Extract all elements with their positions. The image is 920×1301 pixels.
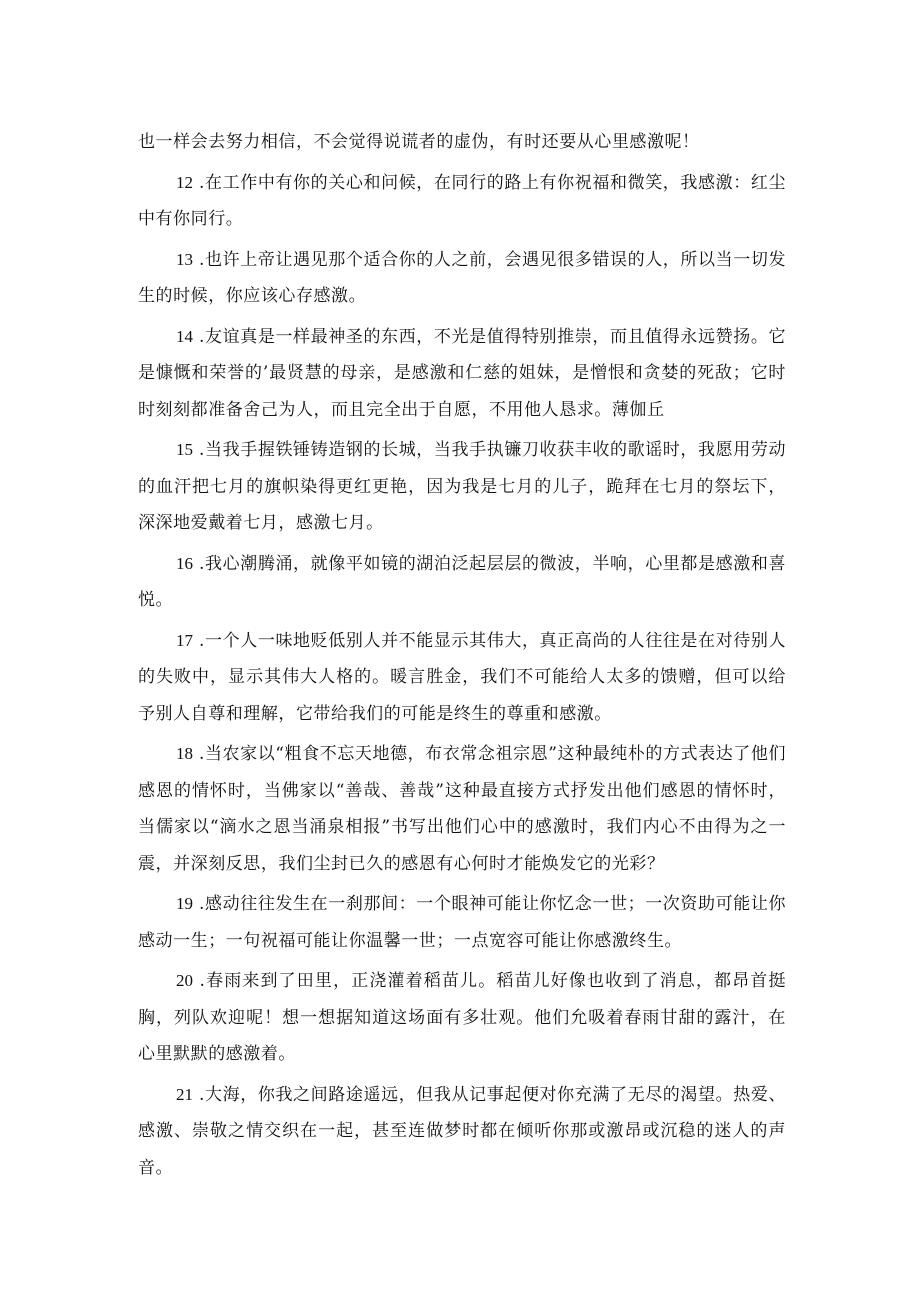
paragraph-number: 19 bbox=[176, 894, 193, 913]
paragraph-text: .也许上帝让遇见那个适合你的人之前，会遇见很多错误的人，所以当一切发生的时候，你应该心存感激。 bbox=[138, 249, 786, 306]
paragraph-13 bbox=[138, 242, 786, 315]
paragraph-number: 15 bbox=[176, 440, 193, 459]
paragraph-17 bbox=[138, 623, 786, 733]
paragraph-text: .友谊真是一样最神圣的东西，不光是值得特别推崇，而且值得永远赞扬。它是慷慨和荣誉的’最贤慧的母亲，是感激和仁慈的姐妹，是憎恨和贪婪的死敌；它时时刻刻都准备舍己为人，而且完全出于自愿，不用他人恳求。薄伽丘 bbox=[138, 326, 786, 420]
paragraph-text: .感动往往发生在一刹那间：一个眼神可能让你忆念一世；一次资助可能让你感动一生；一句祝福可能让你温馨一世；一点宽容可能让你感激终生。 bbox=[138, 894, 786, 951]
paragraph-text: .当我手握铁锤铸造钢的长城，当我手执镰刀收获丰收的歌谣时，我愿用劳动的血汗把七月的旗帜染得更红更艳，因为我是七月的儿子，跪拜在七月的祭坛下，深深地爱戴着七月，感激七月。 bbox=[138, 440, 786, 533]
paragraph-text: .我心潮腾涌，就像平如镜的湖泊泛起层层的微波，半响，心里都是感激和喜悦。 bbox=[138, 553, 786, 610]
paragraph-number: 18 bbox=[176, 744, 193, 763]
paragraph-text: .在工作中有你的关心和问候，在同行的路上有你祝福和微笑，我感激：红尘中有你同行。 bbox=[138, 172, 786, 229]
paragraph-number: 16 bbox=[176, 553, 193, 573]
paragraph-text: .一个人一味地贬低别人并不能显示其伟大，真正高尚的人往往是在对待别人的失败中，显示其伟大人格的。暖言胜金，我们不可能给人太多的馈赠，但可以给予别人自尊和理解，它带给我们的可能是终生的尊重和感激。 bbox=[138, 630, 786, 724]
paragraph-text: .春雨来到了田里，正浇灌着稻苗儿。稻苗儿好像也收到了消息，都昂首挺胸，列队欢迎呢！想一想据知道这场面有多壮观。他们允吸着春雨甘甜的露汁，在心里默默的感激着。 bbox=[138, 971, 786, 1064]
paragraph-number: 20 bbox=[176, 971, 193, 990]
paragraph-15 bbox=[138, 432, 786, 542]
paragraph-18 bbox=[138, 736, 786, 882]
paragraph-16 bbox=[138, 546, 786, 619]
paragraph-number: 21 bbox=[176, 1084, 193, 1104]
paragraph-text: 也一样会去努力相信，不会觉得说谎者的虚伪，有时还要从心里感激呢！ bbox=[138, 132, 700, 152]
paragraph-text: .当农家以“粗食不忘天地德，布衣常念祖宗恩”这种最纯朴的方式表达了他们感恩的情怀时，当佛家以“善哉、善哉”这种最直接方式抒发出他们感恩的情怀时，当儒家以“滴水之恩当涌泉相报”书写出他们心中的感激时，我们内心不由得为之一震，并深刻反思，我们尘封已久的感恩有心何时才能焕发它的光彩？ bbox=[138, 744, 786, 874]
paragraph-21 bbox=[138, 1077, 786, 1187]
paragraph-text: .大海，你我之间路途遥远，但我从记事起便对你充满了无尽的渴望。热爱、感激、崇敬之情交织在一起，甚至连做梦时都在倾听你那或激昂或沉稳的迷人的声音。 bbox=[138, 1084, 786, 1178]
document-body bbox=[138, 124, 786, 1190]
paragraph-19 bbox=[138, 886, 786, 959]
paragraph-12 bbox=[138, 165, 786, 238]
paragraph-continuation bbox=[138, 124, 786, 161]
paragraph-number: 12 bbox=[176, 172, 193, 192]
paragraph-number: 17 bbox=[176, 630, 193, 650]
paragraph-number: 13 bbox=[176, 249, 193, 269]
paragraph-14 bbox=[138, 319, 786, 429]
paragraph-20 bbox=[138, 963, 786, 1073]
paragraph-number: 14 bbox=[176, 326, 193, 346]
